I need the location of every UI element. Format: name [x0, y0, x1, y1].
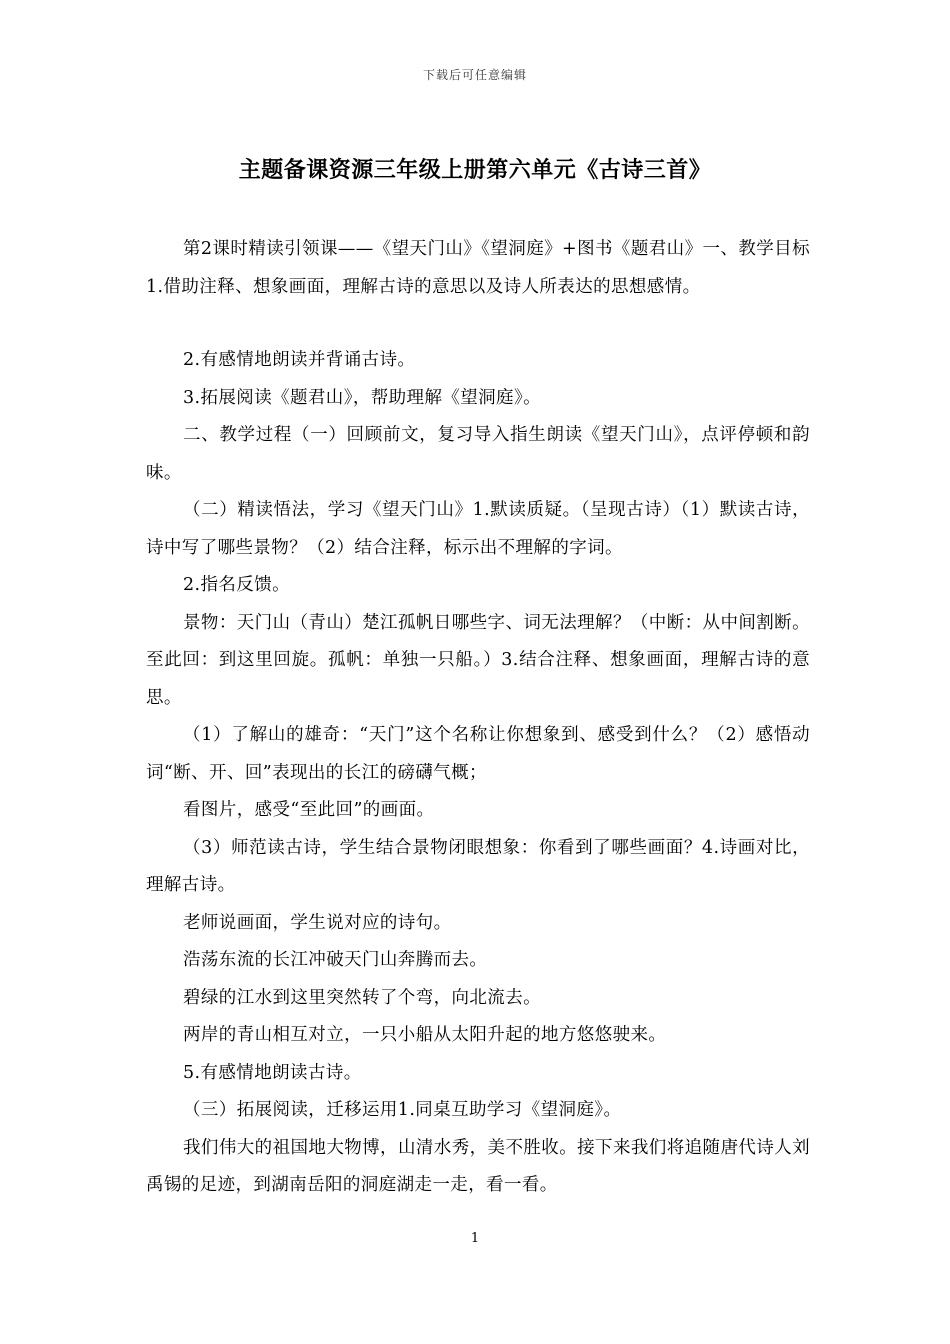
- paragraph-process-2: （二）精读悟法，学习《望天门山》1.默读质疑。（呈现古诗）（1）默读古诗，诗中写了哪些景物？（2）结合注释，标示出不理解的字词。: [146, 500, 810, 558]
- paragraph-mountain: （1）了解山的雄奇：“天门”这个名称让你想象到、感受到什么？（2）感悟动词“断、开、回”表现出的长江的磅礴气概；: [146, 725, 810, 783]
- document-body: [146, 231, 810, 1205]
- paragraph-goal-2: 2.有感情地朗读并背诵古诗。: [183, 350, 416, 370]
- paragraph-line-1: 浩荡东流的长江冲破天门山奔腾而去。: [183, 950, 488, 970]
- document-title: 主题备课资源三年级上册第六单元《古诗三首》: [238, 157, 712, 183]
- paragraph-motherland: 我们伟大的祖国地大物博，山清水秀，美不胜收。接下来我们将追随唐代诗人刘禹锡的足迹，到湖南岳阳的洞庭湖走一走，看一看。: [146, 1137, 810, 1195]
- paragraph-goal-3: 3.拓展阅读《题君山》，帮助理解《望洞庭》。: [183, 387, 541, 408]
- paragraph-lesson-intro: 第2课时精读引领课——《望天门山》《望洞庭》+图书《题君山》一、教学目标1.借助注释、想象画面，理解古诗的意思以及诗人所表达的思想感情。: [146, 239, 810, 297]
- paragraph-read-aloud: 5.有感情地朗读古诗。: [183, 1062, 362, 1083]
- page-header-note: 下载后可任意编辑: [422, 68, 527, 82]
- paragraph-line-3: 两岸的青山相互对立，一只小船从太阳升起的地方悠悠驶来。: [183, 1025, 667, 1045]
- paragraph-extension: （三）拓展阅读，迁移运用1.同桌互助学习《望洞庭》。: [183, 1100, 622, 1120]
- paragraph-feedback: 2.指名反馈。: [183, 575, 290, 595]
- paragraph-teacher-says: 老师说画面，学生说对应的诗句。: [183, 912, 452, 933]
- paragraph-picture: 看图片，感受“至此回”的画面。: [183, 800, 435, 820]
- paragraph-process-1: 二、教学过程（一）回顾前文，复习导入指生朗读《望天门山》，点评停顿和韵味。: [146, 425, 810, 483]
- page-number: 1: [470, 1231, 480, 1246]
- paragraph-model-reading: （3）师范读古诗，学生结合景物闭眼想象：你看到了哪些画面？4.诗画对比，理解古诗。: [146, 837, 810, 895]
- paragraph-scenery: 景物：天门山（青山）楚江孤帆日哪些字、词无法理解？（中断：从中间割断。至此回：到这里回旋。孤帆：单独一只船。）3.结合注释、想象画面，理解古诗的意思。: [146, 612, 810, 708]
- paragraph-line-2: 碧绿的江水到这里突然转了个弯，向北流去。: [183, 987, 541, 1008]
